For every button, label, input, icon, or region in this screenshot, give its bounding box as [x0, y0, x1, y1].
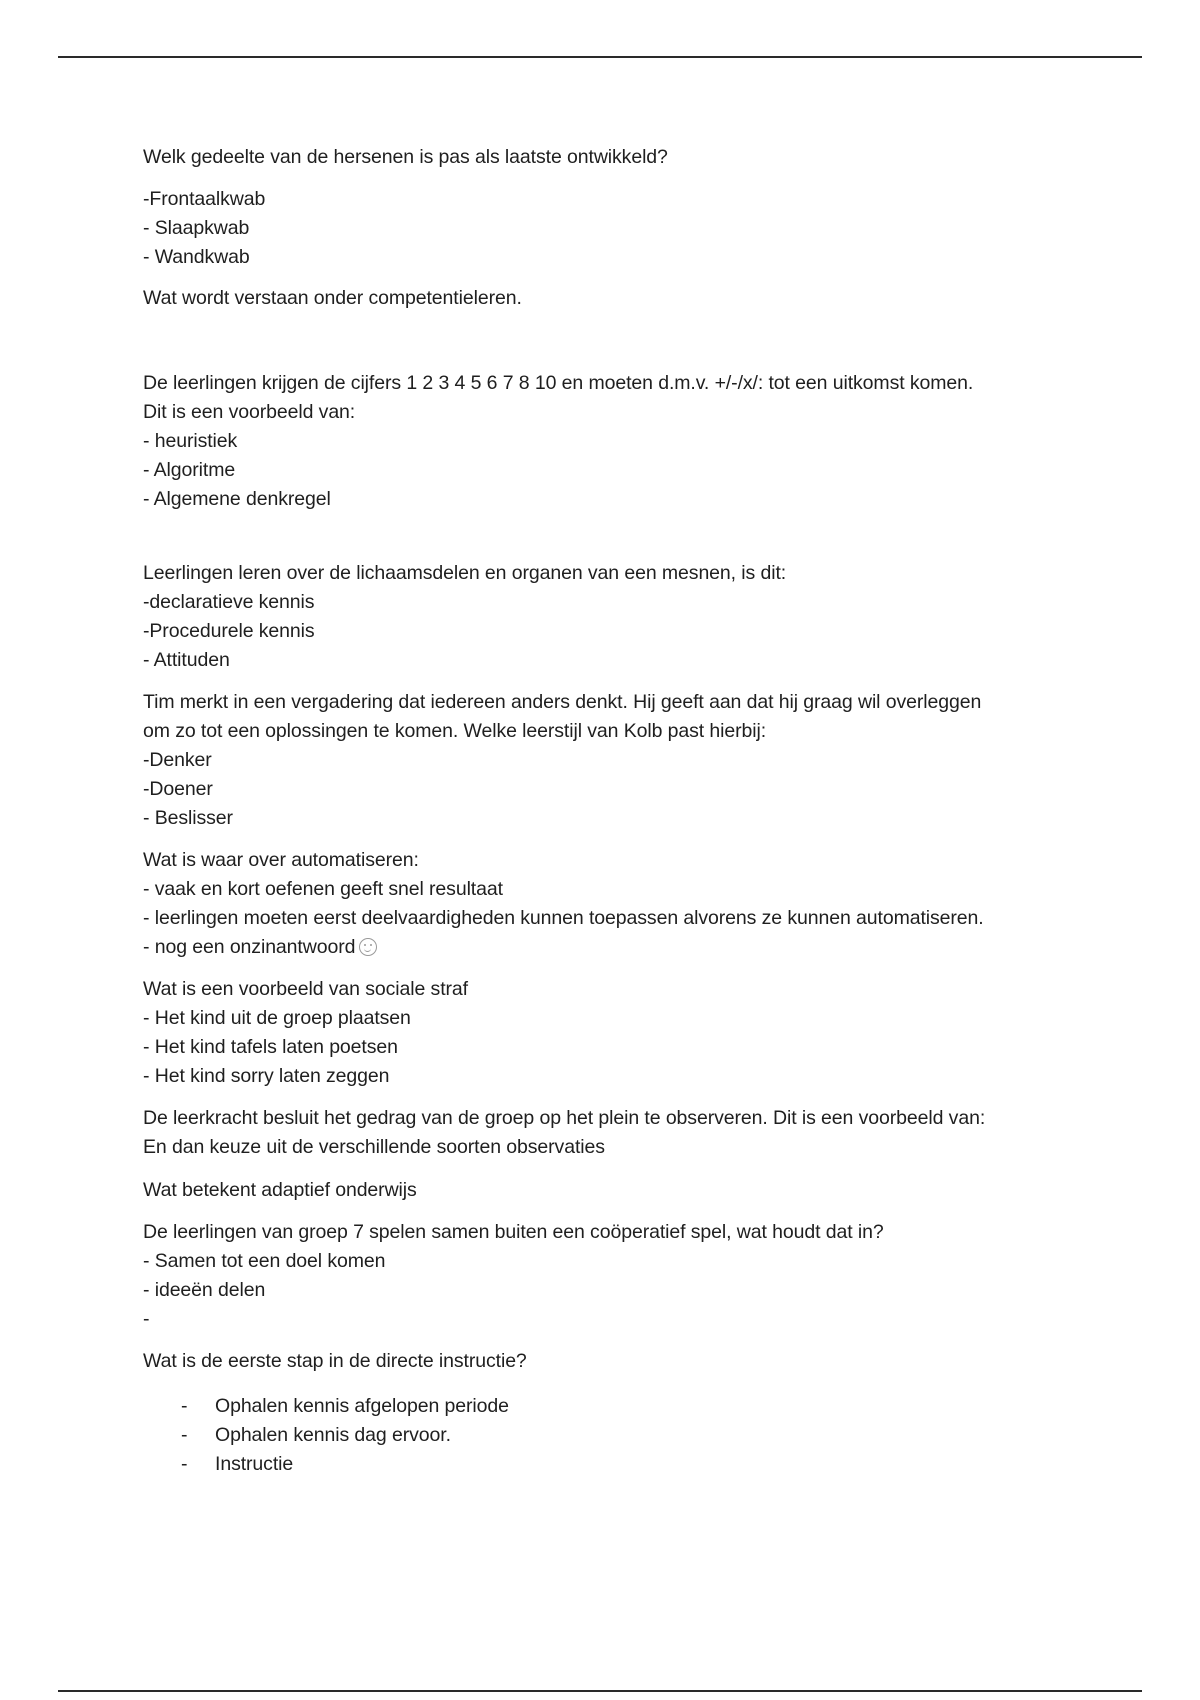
- answer-option: - Wandkwab: [143, 246, 250, 268]
- question-block-4: [143, 559, 1103, 675]
- answer-option: - heuristiek: [143, 430, 238, 452]
- answer-option: - Slaapkwab: [143, 217, 250, 239]
- document-body: [143, 143, 1103, 1479]
- answer-option: -Denker: [143, 749, 212, 771]
- list-item: [143, 1450, 1103, 1479]
- answer-option: - Het kind sorry laten zeggen: [143, 1065, 390, 1087]
- answer-option: - Algoritme: [143, 459, 236, 481]
- question-block-11: [143, 1347, 1103, 1479]
- question-block-8: [143, 1104, 1103, 1162]
- question-text: Leerlingen leren over de lichaamsdelen en organen van een mesnen, is dit:: [143, 562, 787, 584]
- bullet-list: [143, 1392, 1103, 1479]
- answer-option: - Attituden: [143, 649, 230, 671]
- question-block-1: [143, 143, 1103, 272]
- list-item-text: Ophalen kennis afgelopen periode: [215, 1395, 509, 1417]
- question-block-3: [143, 369, 1103, 514]
- answer-option: -Frontaalkwab: [143, 188, 266, 210]
- answer-option: - nog een onzinantwoord: [143, 936, 356, 958]
- question-text: Dit is een voorbeeld van:: [143, 401, 356, 423]
- header-rule: [58, 56, 1142, 58]
- bullet-marker: -: [181, 1453, 188, 1475]
- question-text: Welk gedeelte van de hersenen is pas als laatste ontwikkeld?: [143, 146, 668, 168]
- footer-rule: [58, 1690, 1142, 1692]
- question-text: De leerkracht besluit het gedrag van de groep op het plein te observeren. Dit is een voorbeeld van:: [143, 1107, 986, 1129]
- list-item-text: Instructie: [215, 1453, 294, 1475]
- bullet-marker: -: [181, 1395, 188, 1417]
- question-block-5: [143, 688, 1103, 833]
- answer-option: -Doener: [143, 778, 213, 800]
- question-block-7: [143, 975, 1103, 1091]
- bullet-marker: -: [181, 1424, 188, 1446]
- answer-option: - leerlingen moeten eerst deelvaardigheden kunnen toepassen alvorens ze kunnen automatiseren.: [143, 907, 984, 929]
- question-text: Wat is een voorbeeld van sociale straf: [143, 978, 468, 1000]
- question-text: Wat is waar over automatiseren:: [143, 849, 419, 871]
- answer-option: - Algemene denkregel: [143, 488, 331, 510]
- question-text: Tim merkt in een vergadering dat iedereen anders denkt. Hij geeft aan dat hij graag wil overleggen: [143, 691, 982, 713]
- answer-option: - ideeën delen: [143, 1279, 266, 1301]
- smiley-face-icon: [359, 938, 377, 956]
- answer-option: - Samen tot een doel komen: [143, 1250, 386, 1272]
- list-item: [143, 1421, 1103, 1450]
- answer-option: -Procedurele kennis: [143, 620, 315, 642]
- answer-option: - vaak en kort oefenen geeft snel resultaat: [143, 878, 503, 900]
- question-text: om zo tot een oplossingen te komen. Welke leerstijl van Kolb past hierbij:: [143, 720, 767, 742]
- answer-option: - Het kind uit de groep plaatsen: [143, 1007, 411, 1029]
- answer-option: - Beslisser: [143, 807, 233, 829]
- list-item-text: Ophalen kennis dag ervoor.: [215, 1424, 451, 1446]
- question-block-6: [143, 846, 1103, 962]
- question-text: En dan keuze uit de verschillende soorten observaties: [143, 1136, 605, 1158]
- list-item: [143, 1392, 1103, 1421]
- answer-option: -: [143, 1308, 150, 1330]
- question-text: De leerlingen krijgen de cijfers 1 2 3 4 5 6 7 8 10 en moeten d.m.v. +/-/x/: tot een uitkomst komen.: [143, 372, 974, 394]
- question-text: Wat betekent adaptief onderwijs: [143, 1179, 417, 1201]
- question-block-10: [143, 1218, 1103, 1334]
- answer-option: - Het kind tafels laten poetsen: [143, 1036, 398, 1058]
- answer-option: -declaratieve kennis: [143, 591, 315, 613]
- question-text: De leerlingen van groep 7 spelen samen buiten een coöperatief spel, wat houdt dat in?: [143, 1221, 884, 1243]
- question-block-2: [143, 284, 1103, 313]
- question-text: Wat is de eerste stap in de directe instructie?: [143, 1350, 527, 1372]
- answer-option-with-emoji: [143, 933, 1103, 962]
- question-text: Wat wordt verstaan onder competentieleren.: [143, 287, 522, 309]
- question-block-9: [143, 1176, 1103, 1205]
